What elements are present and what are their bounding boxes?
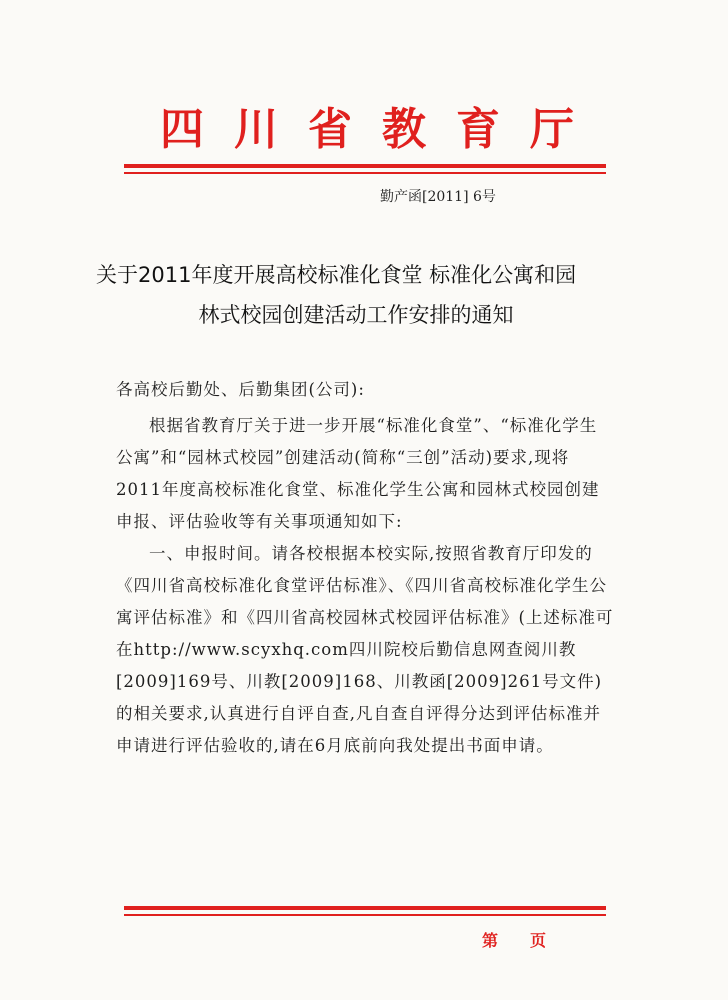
notice-title-line2: 林式校园创建活动工作安排的通知 — [198, 303, 514, 327]
notice-title-line1: 关于2011年度开展高校标准化食堂 标准化公寓和园 — [96, 263, 577, 287]
document-number: 勤产函[2011] 6号 — [380, 189, 496, 205]
paragraph-1: 根据省教育厅关于进一步开展“标准化食堂”、“标准化学生公寓”和“园林式校园”创建活动(简称“三创”活动)要求,现将2011年度高校标准化食堂、标准化学生公寓和园林式校园创建申报、评估验收等有关事项通知如下: — [116, 416, 600, 531]
footer-rule-thin — [124, 914, 606, 916]
salutation: 各高校后勤处、后勤集团(公司): — [116, 380, 365, 399]
footer-rule-thick — [124, 906, 606, 910]
letterhead-title: 四川省教育厅 — [160, 104, 604, 155]
notice-title — [96, 255, 616, 335]
notice-body — [116, 374, 614, 762]
letterhead-rule-thin — [124, 172, 606, 174]
letterhead-rule-thick — [124, 164, 606, 168]
paragraph-2: 一、申报时间。请各校根据本校实际,按照省教育厅印发的《四川省高校标准化食堂评估标准》、《四川省高校标准化学生公寓评估标准》和《四川省高校园林式校园评估标准》(上述标准可在http://www.scyxhq.com四川院校后勤信息网查阅川教[2009]169号、川教[2009]168、川教函[2009]261号文件)的相关要求,认真进行自评自查,凡自查自评得分达到评估标准并申请进行评估验收的,请在6月底前向我处提出书面申请。 — [116, 544, 614, 755]
page-label: 第页 — [482, 931, 579, 950]
